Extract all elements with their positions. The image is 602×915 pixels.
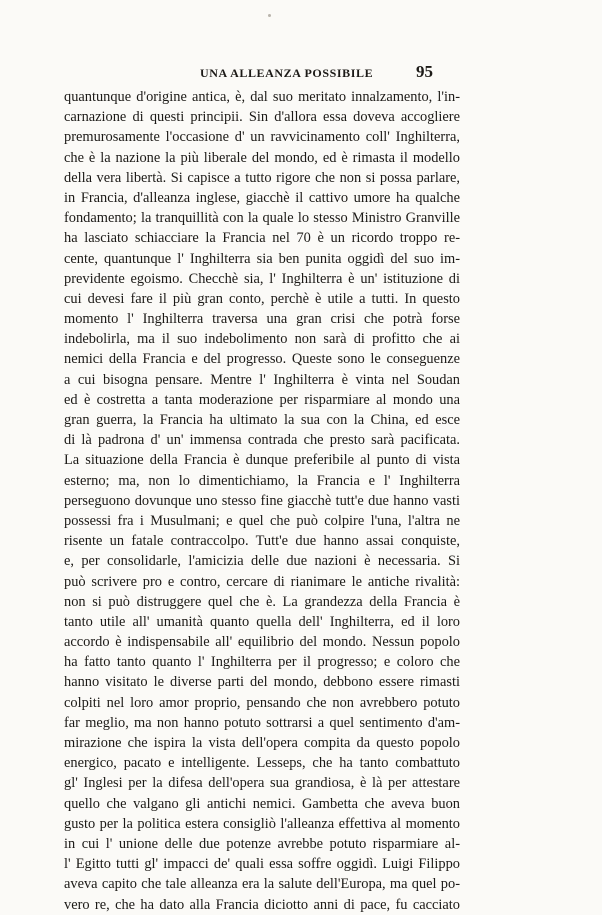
- text-line: in cui l' unione delle due potenze avrebbe potuto risparmiare al-: [64, 835, 460, 852]
- text-line: colpiti nel loro amor proprio, pensando che non avrebbero potuto: [64, 694, 460, 711]
- text-line: cente, quantunque l' Inghilterra sia ben punita oggidì del suo im-: [64, 250, 460, 267]
- text-line: far meglio, ma non hanno potuto sottrarsi a quel sentimento d'am-: [64, 714, 460, 731]
- text-line: previdente egoismo. Checchè sia, l' Inghilterra è un' istituzione di: [64, 270, 460, 287]
- text-line: aveva capito che tale alleanza era la salute dell'Europa, ma quel po-: [64, 876, 460, 893]
- text-line: possessi fra i Musulmani; e quel che può colpire l'una, l'altra ne: [64, 512, 460, 529]
- text-line: gl' Inglesi per la difesa dell'opera sua grandiosa, è là per attestare: [64, 775, 460, 792]
- running-head: [60, 64, 460, 84]
- body-text: [64, 87, 460, 915]
- text-line: può scrivere pro e contro, cercare di rianimare le antiche rivalità:: [64, 573, 460, 590]
- text-line: a cui bisogna pensare. Mentre l' Inghilterra è vinta nel Soudan: [64, 371, 460, 388]
- text-line: risente un fatale contraccolpo. Tutt'e due hanno assai conquiste,: [64, 533, 460, 550]
- text-line: indebolirla, ma il suo indebolimento non sarà di profitto che ai: [64, 331, 460, 348]
- text-line: fondamento; la tranquillità con la quale lo stesso Ministro Granville: [64, 210, 460, 227]
- text-line: perseguono dovunque uno stesso fine giacchè tutt'e due hanno vasti: [64, 492, 460, 509]
- text-line: e, per consolidarle, l'amicizia delle due nazioni è necessaria. Si: [64, 553, 460, 570]
- text-line: hanno visitato le diverse parti del mondo, debbono essere rimasti: [64, 674, 460, 691]
- text-line: gran guerra, la Francia ha ultimato la sua con la China, ed esce: [64, 412, 460, 428]
- text-line: in Francia, d'alleanza inglese, giacchè il cattivo umore ha qualche: [64, 189, 460, 206]
- text-line: tanto utile all' umanità quanto quella dell' Inghilterra, ed il loro: [64, 613, 460, 630]
- text-line: premurosamente l'occasione d' un ravvicinamento coll' Inghilterra,: [64, 129, 460, 146]
- text-line: esterno; ma, non lo dimentichiamo, la Francia e l' Inghilterra: [64, 472, 460, 489]
- text-line: cui devesi fare il più gran conto, perchè è utile a tutti. In questo: [64, 290, 460, 307]
- running-title: UNA ALLEANZA POSSIBILE: [200, 66, 374, 80]
- text-line: ha fatto tanto quanto l' Inghilterra per il progresso; e coloro che: [64, 654, 460, 671]
- text-line: l' Egitto tutti gl' impacci de' quali essa soffre oggidì. Luigi Filippo: [64, 856, 460, 873]
- text-line: carnazione di questi principii. Sin d'allora essa doveva accogliere: [64, 109, 460, 126]
- text-line: nemici della Francia e del progresso. Queste sono le conseguenze: [64, 351, 460, 368]
- text-line: della vera libertà. Si capisce a tutto rigore che non si possa parlare,: [64, 169, 460, 186]
- text-line: di là padrona d' un' immensa contrada che presto sarà pacificata.: [64, 432, 460, 449]
- text-line: quantunque d'origine antica, è, dal suo meritato innalzamento, l'in-: [64, 89, 460, 105]
- text-line: mirazione che ispira la vista dell'opera compita da questo popolo: [64, 735, 460, 751]
- text-line: ha lasciato schiacciare la Francia nel 70 è un ricordo troppo re-: [64, 230, 460, 247]
- text-line: energico, pacato e intelligente. Lesseps, che ha tanto combattuto: [64, 755, 460, 772]
- text-line: che è la nazione la più liberale del mondo, ed è rimasta il modello: [64, 149, 460, 166]
- page-number: 95: [416, 62, 433, 81]
- text-line: momento l' Inghilterra traversa una gran crisi che potrà forse: [64, 311, 460, 328]
- text-line: gusto per la politica estera consigliò l'alleanza effettiva al momento: [64, 815, 460, 832]
- text-line: vero re, che ha dato alla Francia diciotto anni di pace, fu cacciato: [64, 896, 460, 913]
- text-line: quello che valgano gli antichi nemici. Gambetta che aveva buon: [64, 795, 460, 812]
- text-line: non si può distruggere quel che è. La grandezza della Francia è: [64, 593, 460, 610]
- paper-speck: [268, 14, 271, 17]
- text-line: accordo è indispensabile all' equilibrio del mondo. Nessun popolo: [64, 634, 460, 651]
- text-line: La situazione della Francia è dunque preferibile al punto di vista: [64, 452, 460, 469]
- text-line: ed è costretta a tanta moderazione per risparmiare al mondo una: [64, 391, 460, 408]
